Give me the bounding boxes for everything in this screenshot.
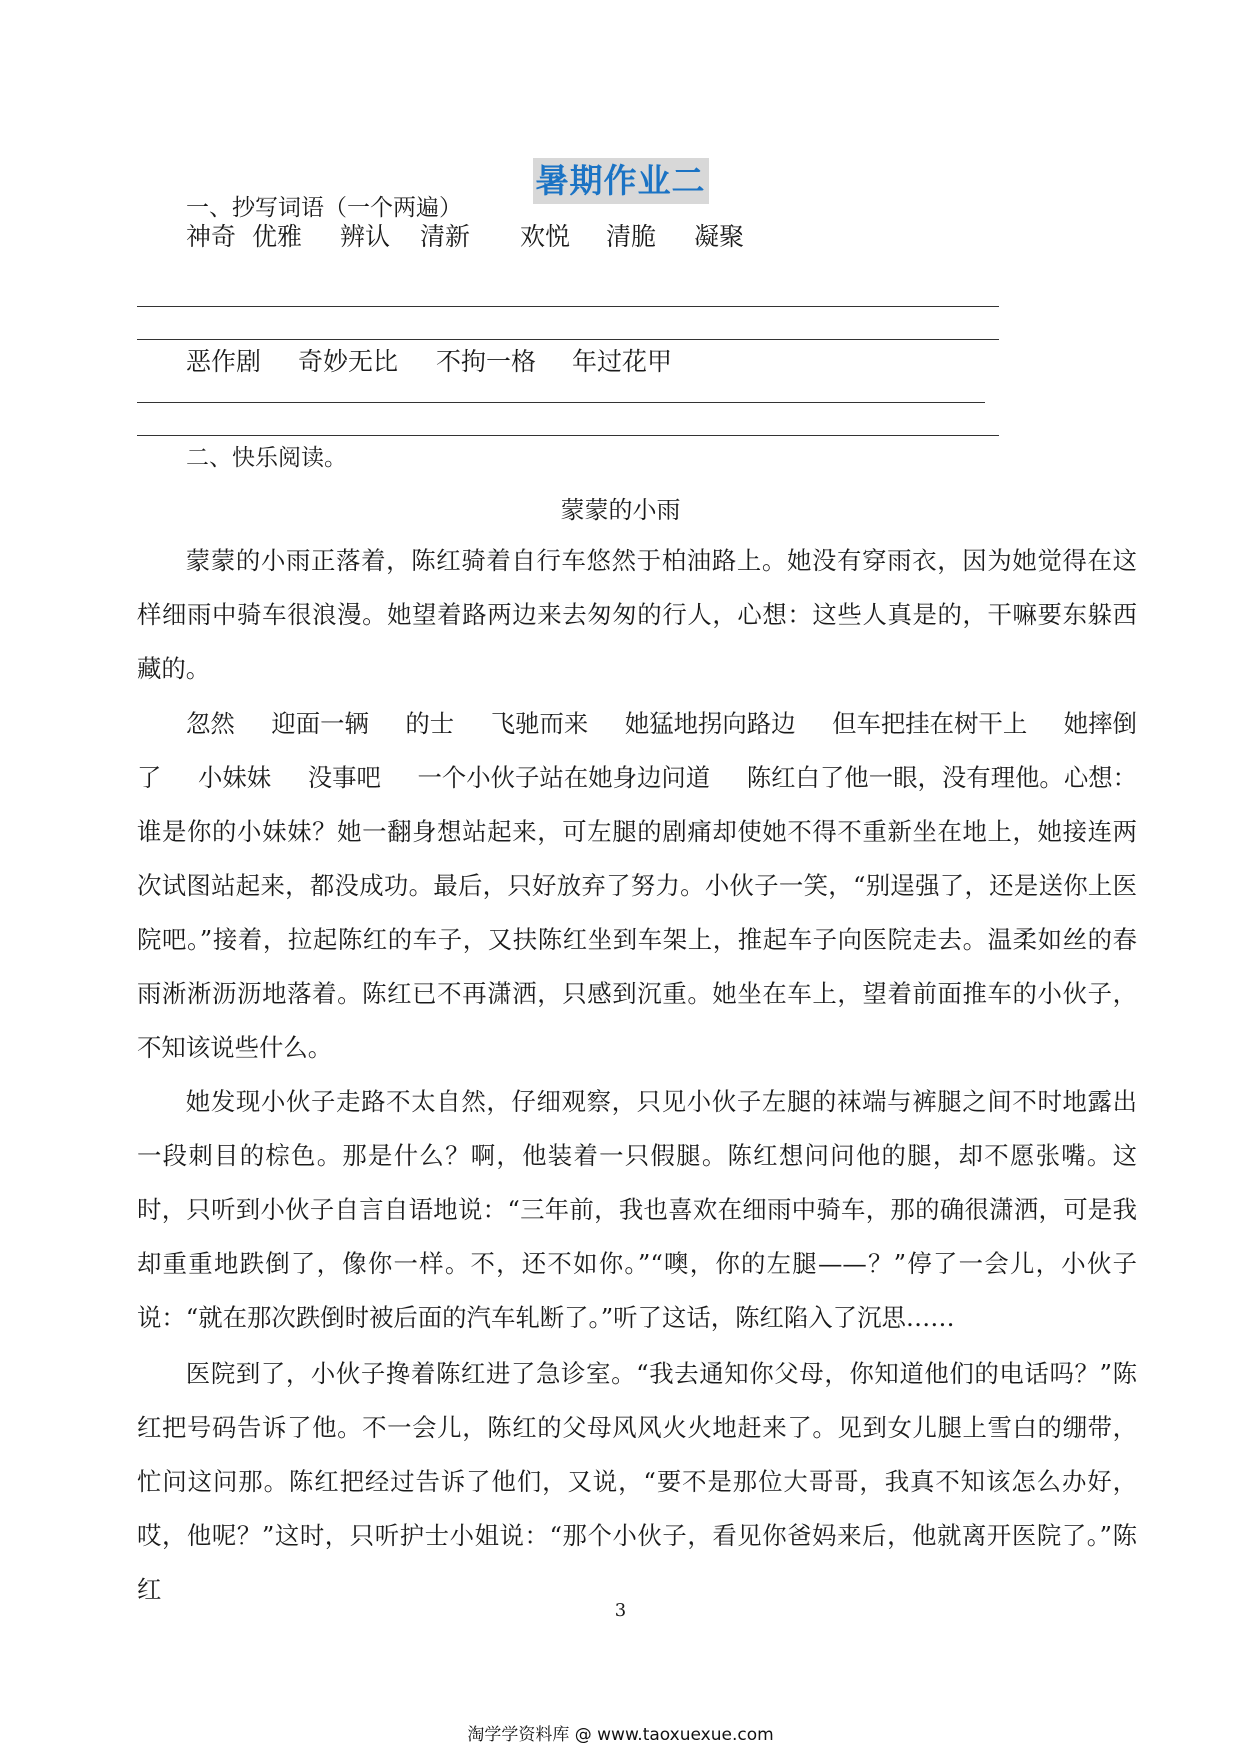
word-item: 不拘一格 xyxy=(436,347,537,376)
story-paragraph-3 xyxy=(137,1075,1137,1345)
writing-line xyxy=(137,339,999,340)
fragment: 小妹妹 xyxy=(197,763,272,792)
footer-watermark: 淘学学资料库 @ www.taoxuexue.com xyxy=(467,1725,774,1745)
page-number: 3 xyxy=(614,1600,627,1621)
writing-line xyxy=(137,306,999,307)
section2-heading: 二、快乐阅读。 xyxy=(186,445,347,471)
fragment: 陈红白了他一眼，没有理他。心想： xyxy=(746,763,1137,792)
page-title: 暑期作业二 xyxy=(533,158,709,204)
paragraph-text: 她发现小伙子走路不太自然，仔细观察，只见小伙子左腿的袜端与裤腿之间不时地露出一段刺目的棕色。那是什么？啊，他装着一只假腿。陈红想问问他的腿，却不愿张嘴。这时，只听到小伙子自言自语地说：“三年前，我也喜欢在细雨中骑车，那的确很潇洒，可是我却重重地跌倒了，像你一样。不，还不如你。”“噢，你的左腿——？”停了一会儿，小伙子说：“就在那次跌倒时被后面的汽车轧断了。”听了这话，陈红陷入了沉思…… xyxy=(137,1087,1137,1332)
fragment: 飞驰而来 xyxy=(490,709,589,738)
fill-punctuation-line-2 xyxy=(137,751,1137,805)
story-title: 蒙蒙的小雨 xyxy=(560,496,681,524)
word-item: 神奇 xyxy=(186,222,237,251)
story-paragraph-4 xyxy=(137,1347,1137,1617)
word-item: 清新 xyxy=(420,222,471,251)
word-item: 凝聚 xyxy=(694,222,745,251)
fragment: 的士 xyxy=(405,709,455,738)
fragment: 但车把挂在树干上 xyxy=(832,709,1028,738)
word-item: 优雅 xyxy=(252,222,303,251)
word-item: 辨认 xyxy=(340,222,391,251)
story-paragraph-1 xyxy=(137,534,1137,696)
story-paragraph-2 xyxy=(137,697,1137,1075)
paragraph-text: 谁是你的小妹妹？她一翻身想站起来，可左腿的剧痛却使她不得不重新坐在地上，她接连两次试图站起来，都没成功。最后，只好放弃了努力。小伙子一笑，“别逞强了，还是送你上医院吧。”接着，拉起陈红的车子，又扶陈红坐到车架上，推起车子向医院走去。温柔如丝的春雨淅淅沥沥地落着。陈红已不再潇洒，只感到沉重。她坐在车上，望着前面推车的小伙子，不知该说些什么。 xyxy=(137,817,1137,1062)
fragment: 迎面一辆 xyxy=(271,709,369,738)
word-row-1 xyxy=(186,221,754,253)
word-row-2 xyxy=(186,346,682,378)
word-item: 奇妙无比 xyxy=(298,347,399,376)
section1-heading: 一、抄写词语（一个两遍） xyxy=(186,195,462,221)
paragraph-text: 医院到了，小伙子搀着陈红进了急诊室。“我去通知你父母，你知道他们的电话吗？”陈红把号码告诉了他。不一会儿，陈红的父母风风火火地赶来了。见到女儿腿上雪白的绷带，忙问这问那。陈红把经过告诉了他们，又说，“要不是那位大哥哥，我真不知该怎么办好，哎，他呢？”这时，只听护士小姐说：“那个小伙子，看见你爸妈来后，他就离开医院了。”陈红 xyxy=(137,1359,1137,1604)
writing-line xyxy=(137,435,999,436)
word-item: 年过花甲 xyxy=(572,347,673,376)
word-item: 恶作剧 xyxy=(186,347,262,376)
fragment: 她摔倒 xyxy=(1063,709,1137,738)
word-item: 欢悦 xyxy=(520,222,571,251)
writing-line xyxy=(137,402,985,403)
fill-punctuation-line-1 xyxy=(137,697,1137,751)
fragment: 了 xyxy=(137,763,162,792)
word-item: 清脆 xyxy=(606,222,657,251)
paragraph-text: 蒙蒙的小雨正落着，陈红骑着自行车悠然于柏油路上。她没有穿雨衣，因为她觉得在这样细雨中骑车很浪漫。她望着路两边来去匆匆的行人，心想：这些人真是的，干嘛要东躲西藏的。 xyxy=(137,546,1137,683)
fragment: 没事吧 xyxy=(307,763,381,792)
fragment: 忽然 xyxy=(186,709,235,738)
fragment: 她猛地拐向路边 xyxy=(624,709,796,738)
fragment: 一个小伙子站在她身边问道 xyxy=(417,763,711,792)
